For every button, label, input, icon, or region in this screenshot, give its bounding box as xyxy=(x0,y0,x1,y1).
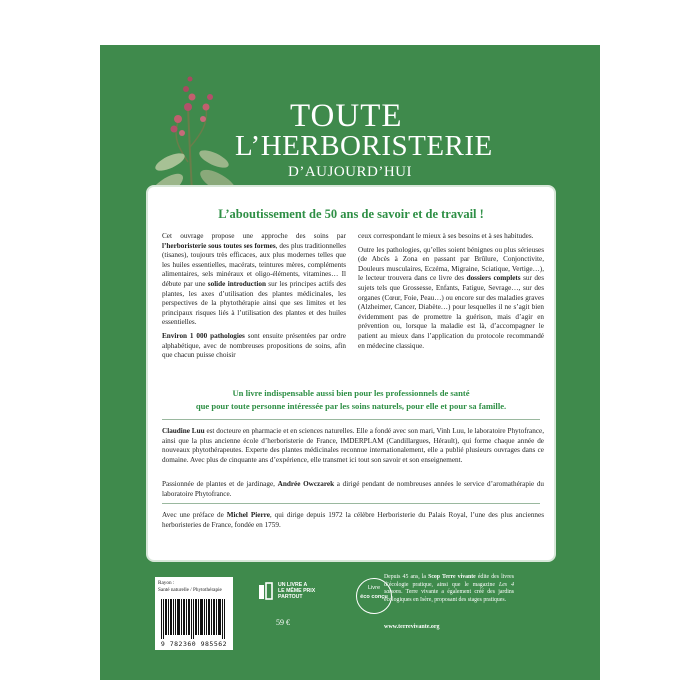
rayon-value: Santé naturelle / Phytothérapie xyxy=(158,587,222,593)
rayon-label: Rayon : xyxy=(158,580,175,586)
ean-number: 9 782360 985562 xyxy=(160,640,228,648)
barcode-box xyxy=(155,577,233,650)
dossiers-paragraph: Outre les pathologies, qu’elles soient bénignes ou plus sérieuses (de Abcès à Zona en passant par Brûlure, Conjonctivite, Douleurs musculaires, Eczéma, Migraine, Sciatique, Vertige…), le lecteur trouvera dans ce livre des dossiers complets sur des sujets tels que Grossesse, Enfants, Fatigue, Sevrage…, sur des organes (Cœur, Foie, Peau…) ou encore sur des maladies graves (Alzheimer, Cancer, Diabète…) pour lesquelles il ne s’agit bien évidemment pas de promettre la guérison, mais d’agir en prévention ou, lorsque la maladie est là, d’accompagner le patient au mieux dans l’application du protocole recommandé en médecine classique. xyxy=(358,245,544,350)
title-line-2: L’HERBORISTERIE xyxy=(235,130,493,162)
title-line-1: TOUTE xyxy=(290,98,403,134)
continued-paragraph: ceux correspondant le mieux à ses besoins et à ses habitudes. xyxy=(358,232,534,240)
preface-note: Avec une préface de Michel Pierre, qui dirige depuis 1972 la célèbre Herboristerie du Palais Royal, l’une des plus anciennes herboristeries de France, fondée en 1759. xyxy=(162,511,544,529)
book-price-label: UN LIVRE A LE MÊME PRIX PARTOUT xyxy=(278,582,316,600)
intro-paragraph: Cet ouvrage propose une approche des soins par l’herboristerie sous toutes ses formes, des plus traditionnelles (tisanes), toujours très efficaces, aux plus modernes telles que les huiles essentielles, macérats, teintures mères, compléments alimentaires, sels minéraux et oligo-éléments, vitamines… Il débute par une solide introduction sur les principes actifs des plantes, les axes d’utilisation des plantes médicinales, les perspectives de la phytothérapie ainsi que ses limites et les principaux risques liés à l’utilisation des plantes et des huiles essentielles. xyxy=(162,232,346,327)
publisher-website: www.terrevivante.org xyxy=(384,624,440,630)
author-bio-andree-owczarek: Passionnée de plantes et de jardinage, Andrée Owczarek a dirigé pendant de nombreuses années le service d’aromathérapie du laboratoire Phytofrance. xyxy=(162,480,545,498)
publisher-blurb: Depuis 45 ans, la Scop Terre vivante édite des livres d’écologie pratique, ainsi que le magazine Les 4 saisons. Terre vivante a également créé des jardins écologiques en Isère, proposant des stages pratiques. xyxy=(384,574,514,603)
eco-designed-badge: Livre éco conçu xyxy=(356,578,392,614)
barcode xyxy=(161,599,227,639)
divider xyxy=(162,419,540,420)
author-bio-claudine-luu: Claudine Luu est docteure en pharmacie et en sciences naturelles. Elle a fondé avec son mari, Vinh Luu, le laboratoire Phytofrance, ainsi que la plus ancienne école d’herboristerie de France, IMDERPLAM (Candillargues, Hérault), qui forme chaque année de nouveaux phytothérapeutes. Experte des plantes médicinales reconnue internationalement, elle a publié plusieurs ouvrages dans ce domaine. Avec plus de cinquante ans d’expérience, elle transmet ici tout son savoir et son enseignement. xyxy=(162,427,544,464)
title-line-3: D’AUJOURD’HUI xyxy=(288,164,412,180)
description-right-column xyxy=(358,232,544,355)
price: 59 € xyxy=(276,618,290,627)
panel-headline: L’aboutissement de 50 ans de savoir et de travail ! xyxy=(218,207,484,221)
divider xyxy=(162,503,540,504)
tagline: Un livre indispensable aussi bien pour les professionnels de santé que pour toute personne intéressée par les soins naturels, pour elle et pour sa famille. xyxy=(195,388,507,411)
description-left-column xyxy=(162,232,346,365)
description-panel xyxy=(146,185,556,562)
pathologies-paragraph: Environ 1 000 pathologies sont ensuite présentées par ordre alphabétique, avec de nombreuses propositions de soins, afin que chacun puisse choisir xyxy=(162,331,347,360)
book-price-logo-icon xyxy=(258,582,274,600)
